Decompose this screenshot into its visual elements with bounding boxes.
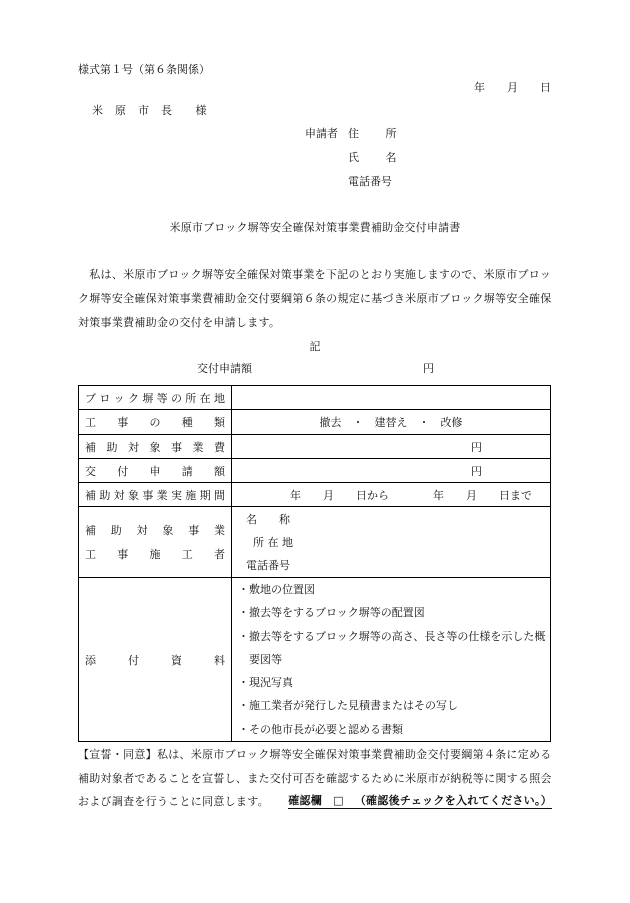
- label-char: 付: [128, 653, 139, 667]
- grant-amount-label-cell: [79, 459, 232, 483]
- label-char: の: [170, 391, 182, 405]
- label-char: 補: [85, 440, 96, 454]
- label-char: 補: [85, 524, 96, 537]
- contractor-phone-label: 電話番号: [246, 559, 290, 572]
- label-char: 者: [214, 548, 225, 561]
- label-char: 所: [185, 391, 197, 405]
- label-char: 期: [199, 488, 211, 502]
- label-char: 業: [156, 488, 168, 502]
- grant-amount-label: [85, 463, 225, 479]
- attachment-item-continuation: 要図等: [249, 652, 282, 666]
- intro-paragraph: [78, 263, 552, 335]
- form-number: 様式第１号（第６条関係）: [78, 63, 210, 76]
- applicant-label: 申請者: [305, 127, 338, 140]
- addressee: 米 原 市 長 様: [92, 104, 207, 117]
- label-char: 地: [213, 391, 225, 405]
- label-char: 施: [149, 548, 161, 561]
- label-char: 対: [136, 524, 148, 537]
- consent-line: 補助対象者であることを宣誓し、また交付可否を確認するために米原市が納税等に関する照会: [78, 771, 552, 785]
- label-char: 塀: [142, 391, 154, 405]
- work-type-value-cell: [232, 410, 551, 435]
- label-char: ブ: [85, 391, 96, 405]
- contractor-address-label: 所 在 地: [253, 536, 293, 549]
- request-amount-label: 交付申請額: [197, 362, 252, 375]
- label-char: 在: [199, 391, 211, 405]
- label-char: 添: [85, 653, 96, 667]
- project-cost-label-cell: [79, 435, 232, 459]
- attachments-list: [232, 578, 551, 742]
- consent-last-line: [78, 790, 552, 814]
- label-char: 事: [142, 488, 154, 502]
- label-char: 資: [171, 653, 182, 667]
- label-char: 助: [99, 488, 111, 502]
- label-char: 象: [162, 524, 174, 537]
- intro-line: 対策事業費補助金の交付を申請します。: [78, 316, 281, 329]
- project-cost-value-cell: [232, 435, 551, 459]
- period-value: 年 月 日から 年 月 日まで: [290, 488, 532, 502]
- contractor-label-cell: [79, 507, 232, 578]
- contractor-fields-cell: [232, 507, 551, 578]
- grant-amount-unit: 円: [471, 464, 482, 478]
- attachments-label: [85, 652, 225, 668]
- label-char: 種: [181, 416, 193, 429]
- intro-line: 私は、米原市ブロック塀等安全確保対策事業を下記のとおり実施しますので、米原市ブロッ: [78, 268, 552, 281]
- label-char: 実: [170, 488, 182, 502]
- project-cost-label: [85, 439, 225, 455]
- confirmation-checkbox[interactable]: □: [333, 794, 344, 808]
- project-cost-unit: 円: [471, 440, 482, 454]
- label-char: 象: [127, 488, 139, 502]
- label-char: 施: [185, 488, 197, 502]
- label-char: 申: [149, 464, 161, 478]
- attachments-label-cell: [79, 578, 232, 742]
- confirmation-label: 確認欄: [288, 794, 323, 808]
- document-title: 米原市ブロック塀等安全確保対策事業費補助金交付申請書: [169, 221, 461, 234]
- attachment-item: ・撤去等をするブロック塀等の配置図: [238, 606, 425, 620]
- work-type-label: [85, 414, 225, 430]
- label-char: 請: [181, 464, 193, 478]
- contractor-label-line: [85, 518, 225, 542]
- attachment-item: ・敷地の位置図: [238, 583, 315, 596]
- label-char: 類: [214, 416, 225, 429]
- location-value-cell: [232, 386, 551, 410]
- label-char: 対: [113, 488, 125, 502]
- label-char: 事: [117, 548, 129, 561]
- label-char: 間: [213, 488, 225, 502]
- applicant-phone-label: 電話番号: [348, 175, 392, 188]
- grant-amount-value-cell: [232, 459, 551, 483]
- label-char: 料: [214, 653, 225, 667]
- label-char: 費: [214, 440, 225, 454]
- date-line: 年 月 日: [474, 81, 551, 94]
- confirmation-field: [288, 794, 552, 809]
- label-char: 象: [149, 440, 161, 454]
- request-amount-unit: 円: [423, 362, 434, 375]
- label-char: 助: [110, 524, 122, 537]
- period-value-cell: [232, 483, 551, 507]
- attachment-item: ・その他市長が必要と認める書類: [238, 722, 403, 736]
- intro-line: ク塀等安全確保対策事業費補助金交付要綱第６条の規定に基づき米原市ブロック塀等安全確保: [78, 292, 552, 305]
- label-char: 補: [85, 488, 96, 502]
- work-type-options: 撤去 ・ 建替え ・ 改修: [319, 416, 463, 429]
- period-label: [85, 487, 225, 503]
- label-char: 対: [128, 440, 139, 454]
- contractor-name-label: 名 称: [246, 513, 290, 526]
- label-char: 業: [213, 524, 225, 537]
- label-char: 事: [171, 440, 182, 454]
- label-char: 事: [188, 524, 200, 537]
- contractor-label-line: [85, 542, 225, 566]
- label-char: 工: [181, 548, 193, 561]
- label-char: 工: [85, 548, 96, 561]
- period-label-cell: [79, 483, 232, 507]
- label-char: 交: [85, 464, 96, 478]
- label-char: 事: [117, 416, 129, 429]
- label-char: ッ: [113, 391, 125, 405]
- attachment-item: ・現況写真: [238, 676, 293, 690]
- ki-heading: 記: [309, 340, 321, 353]
- applicant-address-label: 住 所: [348, 127, 398, 140]
- label-char: 付: [117, 464, 129, 478]
- confirmation-note: （確認後チェックを入れてください。）: [354, 794, 552, 808]
- location-label: [85, 390, 225, 406]
- consent-line-text: および調査を行うことに同意します。: [78, 795, 269, 808]
- label-char: ロ: [99, 391, 111, 405]
- label-char: 額: [214, 464, 225, 478]
- consent-paragraph: [78, 743, 552, 814]
- attachment-item: ・施工業者が発行した見積書またはその写し: [238, 699, 458, 713]
- consent-line: 【宣誓・同意】私は、米原市ブロック塀等安全確保対策事業費補助金交付要綱第４条に定める: [78, 748, 552, 761]
- label-char: 業: [192, 440, 204, 454]
- label-char: 工: [85, 416, 96, 429]
- application-table: [78, 385, 551, 742]
- label-char: 助: [106, 440, 118, 454]
- label-char: ク: [127, 391, 139, 405]
- label-char: の: [149, 416, 161, 429]
- location-label-cell: [79, 386, 232, 410]
- applicant-name-label: 氏 名: [348, 151, 398, 164]
- work-type-label-cell: [79, 410, 232, 435]
- label-char: 等: [156, 391, 168, 405]
- attachment-item: ・撤去等をするブロック塀等の高さ、長さ等の仕様を示した概: [238, 629, 546, 643]
